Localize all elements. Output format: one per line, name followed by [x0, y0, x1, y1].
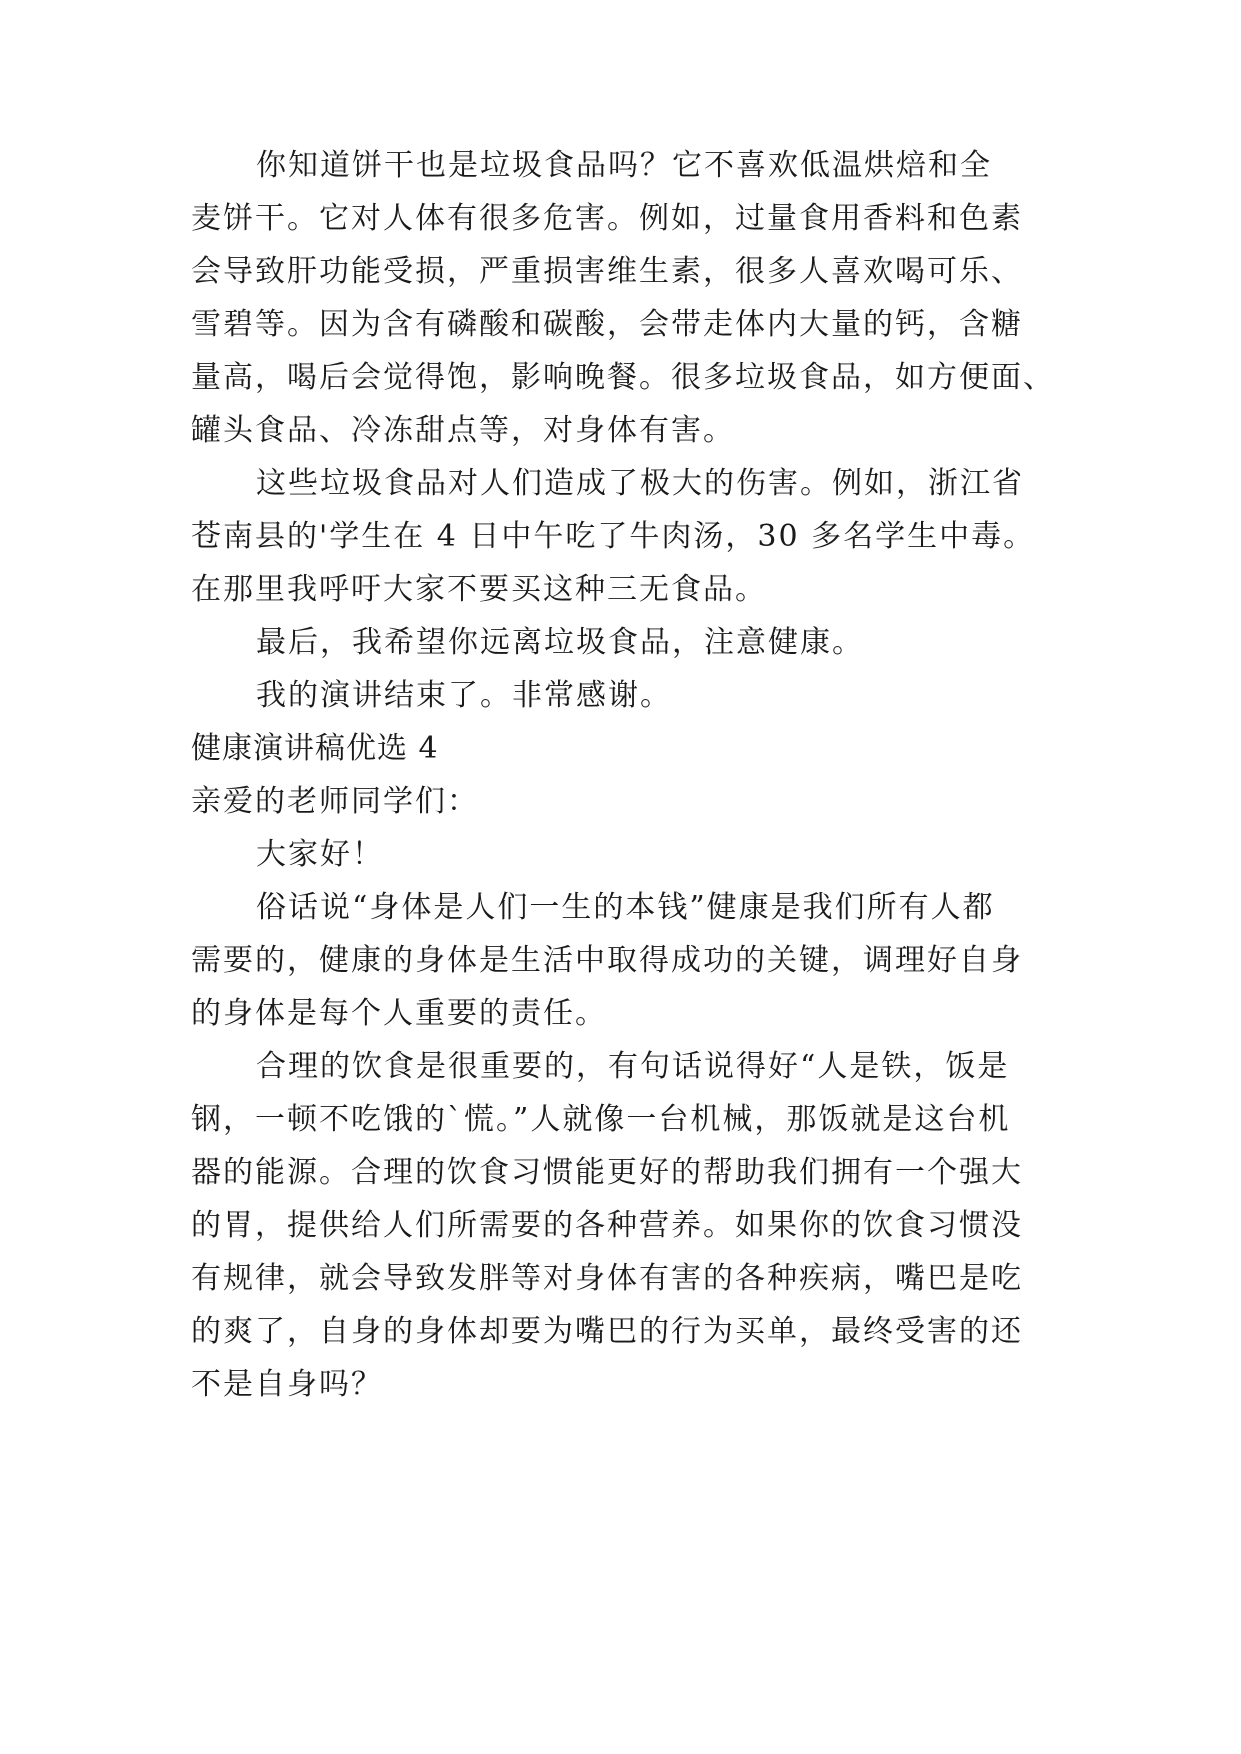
paragraph-line: 麦饼干。它对人体有很多危害。例如，过量食用香料和色素 — [191, 201, 1023, 236]
paragraph-line: 苍南县的'学生在 4 日中午吃了牛肉汤，30 多名学生中毒。 — [191, 519, 1036, 554]
paragraph-line: 罐头食品、冷冻甜点等，对身体有害。 — [191, 413, 735, 448]
paragraph-line: 需要的，健康的身体是生活中取得成功的关键，调理好自身 — [191, 943, 1023, 978]
paragraph-line: 你知道饼干也是垃圾食品吗？它不喜欢低温烘焙和全 — [256, 148, 992, 183]
paragraph-line: 的爽了，自身的身体却要为嘴巴的行为买单，最终受害的还 — [191, 1314, 1023, 1349]
paragraph-line: 在那里我呼吁大家不要买这种三无食品。 — [191, 572, 767, 607]
paragraph-line: 这些垃圾食品对人们造成了极大的伤害。例如，浙江省 — [256, 466, 1024, 501]
paragraph-line: 合理的饮食是很重要的，有句话说得好“人是铁，饭是 — [256, 1049, 1010, 1084]
salutation: 亲爱的老师同学们： — [191, 784, 479, 819]
paragraph-line: 量高，喝后会觉得饱，影响晚餐。很多垃圾食品，如方便面、 — [191, 360, 1055, 395]
paragraph-line: 我的演讲结束了。非常感谢。 — [256, 678, 672, 713]
paragraph-line: 最后，我希望你远离垃圾食品，注意健康。 — [256, 625, 864, 660]
greeting: 大家好！ — [256, 837, 384, 872]
section-heading: 健康演讲稿优选 4 — [191, 731, 439, 766]
paragraph-line: 器的能源。合理的饮食习惯能更好的帮助我们拥有一个强大 — [191, 1155, 1023, 1190]
paragraph-line: 会导致肝功能受损，严重损害维生素，很多人喜欢喝可乐、 — [191, 254, 1023, 289]
paragraph-line: 的胃，提供给人们所需要的各种营养。如果你的饮食习惯没 — [191, 1208, 1023, 1243]
paragraph-line: 不是自身吗？ — [191, 1367, 383, 1402]
paragraph-line: 有规律，就会导致发胖等对身体有害的各种疾病，嘴巴是吃 — [191, 1261, 1023, 1296]
paragraph-line: 钢，一顿不吃饿的`慌。”人就像一台机械，那饭就是这台机 — [191, 1102, 1011, 1137]
paragraph-line: 雪碧等。因为含有磷酸和碳酸，会带走体内大量的钙，含糖 — [191, 307, 1023, 342]
paragraph-line: 俗话说“身体是人们一生的本钱”健康是我们所有人都 — [256, 890, 995, 925]
paragraph-line: 的身体是每个人重要的责任。 — [191, 996, 607, 1031]
